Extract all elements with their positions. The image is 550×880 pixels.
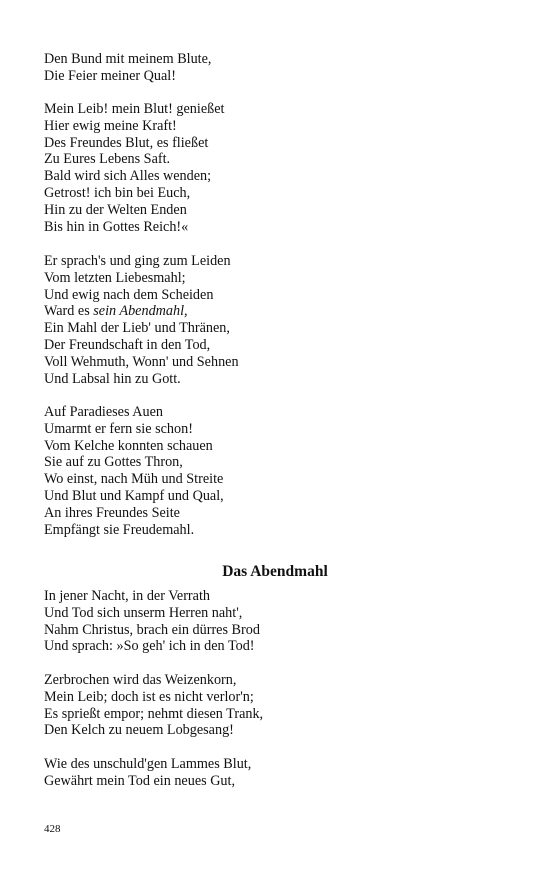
verse-line: Vom letzten Liebesmahl; [44, 269, 186, 286]
verse-line: Ein Mahl der Lieb' und Thränen, [44, 320, 230, 337]
verse-line: Sie auf zu Gottes Thron, [44, 454, 183, 471]
verse-line-with-italic [44, 303, 504, 320]
verse-line: Den Bund mit meinem Blute, [44, 51, 212, 67]
italic-emphasis: sein Abendmahl, [93, 303, 188, 320]
verse-line: Den Kelch zu neuem Lobgesang! [44, 722, 234, 739]
verse-text: Ward es [44, 303, 94, 320]
verse-line: In jener Nacht, in der Verrath [44, 588, 210, 604]
verse-line: Auf Paradieses Auen [44, 404, 163, 420]
verse-line: Vom Kelche konnten schauen [44, 437, 213, 454]
verse-line: Hier ewig meine Kraft! [44, 117, 177, 134]
verse-line: Hin zu der Welten Enden [44, 201, 187, 218]
verse-line: Und Tod sich unserm Herren naht', [44, 604, 243, 621]
verse-line: An ihres Freundes Seite [44, 504, 180, 521]
page-number: 428 [44, 823, 61, 835]
verse-line: Zu Eures Lebens Saft. [44, 151, 171, 168]
poem1-stanza-c [44, 253, 504, 387]
verse-line: Der Freundschaft in den Tod, [44, 336, 211, 353]
verse-line: Bald wird sich Alles wenden; [44, 168, 212, 185]
poem1-stanza-b [44, 101, 504, 235]
poem1-stanza-a [44, 51, 504, 85]
verse-line: Es sprießt empor; nehmt diesen Trank, [44, 705, 264, 722]
verse-line: Voll Wehmuth, Wonn' und Sehnen [44, 353, 239, 370]
verse-line: Zerbrochen wird das Weizenkorn, [44, 672, 237, 688]
verse-line: Und Labsal hin zu Gott. [44, 370, 181, 387]
verse-line: Mein Leib; doch ist es nicht verlor'n; [44, 688, 254, 705]
verse-line: Die Feier meiner Qual! [44, 67, 176, 84]
verse-line: Gewährt mein Tod ein neues Gut, [44, 772, 236, 789]
poem2-stanza-a [44, 588, 504, 655]
poem2-stanza-b [44, 672, 504, 739]
verse-line: Empfängt sie Freudemahl. [44, 521, 195, 538]
verse-line: Er sprach's und ging zum Leiden [44, 253, 231, 269]
verse-line: Wie des unschuld'gen Lammes Blut, [44, 756, 252, 772]
verse-line: Nahm Christus, brach ein dürres Brod [44, 621, 260, 638]
verse-line: Wo einst, nach Müh und Streite [44, 471, 224, 488]
poem-title: Das Abendmahl [222, 563, 328, 580]
verse-line: Getrost! ich bin bei Euch, [44, 184, 191, 201]
poem2-stanza-c [44, 756, 504, 790]
verse-line: Und ewig nach dem Scheiden [44, 286, 214, 303]
verse-line: Und sprach: »So geh' ich in den Tod! [44, 638, 255, 655]
verse-line: Und Blut und Kampf und Qual, [44, 487, 224, 504]
verse-line: Bis hin in Gottes Reich!« [44, 218, 189, 235]
verse-line: Des Freundes Blut, es fließet [44, 134, 209, 151]
verse-line: Mein Leib! mein Blut! genießet [44, 101, 225, 117]
poem1-stanza-d [44, 404, 504, 538]
verse-line: Umarmt er fern sie schon! [44, 420, 193, 437]
